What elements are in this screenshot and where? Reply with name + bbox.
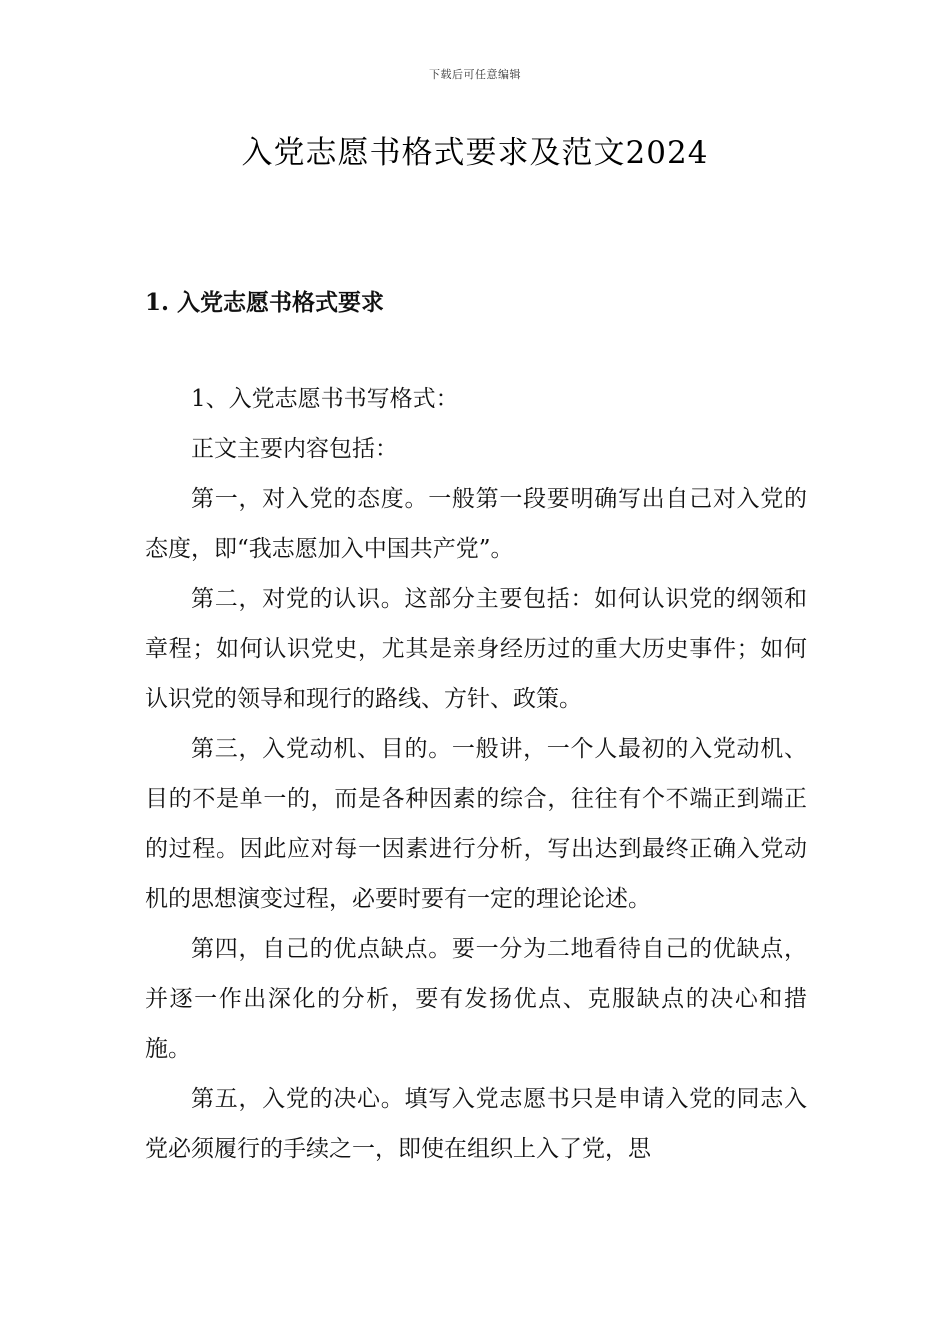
document-body (145, 374, 807, 1174)
paragraph-first: 第一，对入党的态度。一般第一段要明确写出自己对入党的态度，即“我志愿加入中国共产党”。 (145, 486, 807, 562)
document-title: 入党志愿书格式要求及范文2024 (241, 135, 709, 171)
header-note: 下载后可任意编辑 (429, 68, 521, 81)
paragraph-fifth: 第五，入党的决心。填写入党志愿书只是申请入党的同志入党必须履行的手续之一，即使在组织上入了党，思 (145, 1086, 807, 1162)
paragraph-content-intro: 正文主要内容包括： (191, 436, 398, 462)
paragraph-format-heading: 1、入党志愿书书写格式： (191, 386, 459, 412)
paragraph-second: 第二，对党的认识。这部分主要包括：如何认识党的纲领和章程；如何认识党史，尤其是亲身经历过的重大历史事件；如何认识党的领导和现行的路线、方针、政策。 (145, 586, 807, 712)
paragraph-fourth: 第四，自己的优点缺点。要一分为二地看待自己的优缺点，并逐一作出深化的分析，要有发扬优点、克服缺点的决心和措施。 (145, 936, 807, 1062)
paragraph-third: 第三，入党动机、目的。一般讲，一个人最初的入党动机、目的不是单一的，而是各种因素的综合，往往有个不端正到端正的过程。因此应对每一因素进行分析，写出达到最终正确入党动机的思想演变过程，必要时要有一定的理论论述。 (145, 736, 807, 912)
section-heading: 1. 入党志愿书格式要求 (145, 289, 385, 316)
